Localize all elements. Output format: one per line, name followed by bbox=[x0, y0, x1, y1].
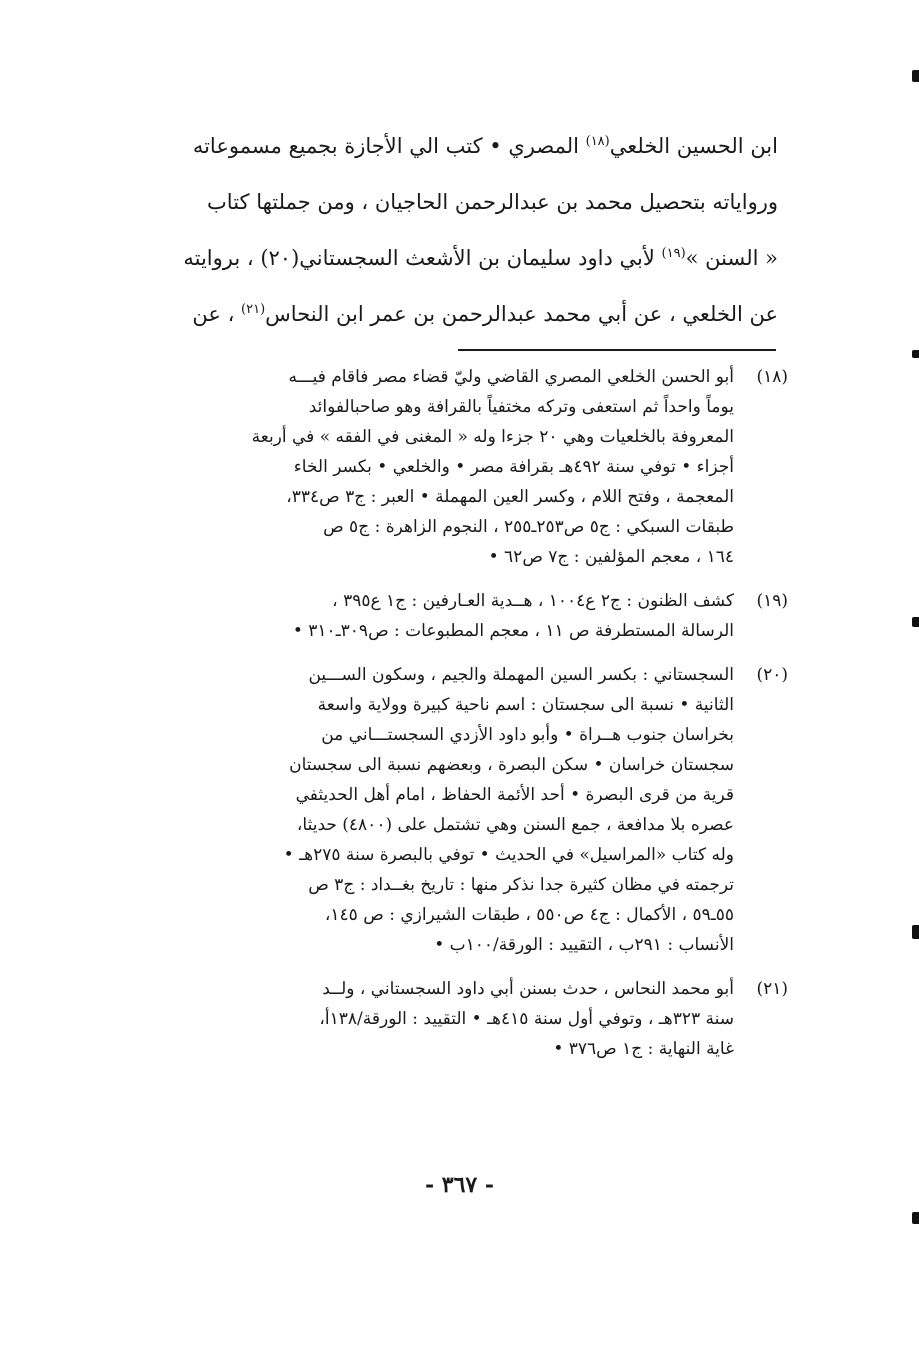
footnote-line: المعروفة بالخلعيات وهي ٢٠ جزءا وله « المغنى في الفقه » في أربعة bbox=[251, 427, 734, 447]
main-text-block bbox=[128, 124, 778, 348]
main-text-line bbox=[128, 236, 778, 292]
footnote-line: السجستاني : بكسر السين المهملة والجيم ، وسكون الســـين bbox=[308, 665, 734, 685]
footnote-line: ترجمته في مظان كثيرة جدا نذكر منها : تاريخ بغــداد : ج٣ ص bbox=[308, 875, 734, 895]
footnote-ref: (٢١) bbox=[241, 302, 266, 317]
footnote-line: وله كتاب «المراسيل» في الحديث • توفي بالبصرة سنة ٢٧٥هـ • bbox=[283, 845, 734, 865]
line-text: المصري • كتب الي الأجازة بجميع مسموعاته bbox=[192, 134, 586, 158]
footnote-body bbox=[128, 660, 734, 960]
footnote-line: يوماً واحداً ثم استعفى وتركه مختفياً بالقرافة وهو صاحبالفوائد bbox=[308, 397, 734, 417]
footnote-line: قرية من قرى البصرة • أحد الأئمة الحفاظ ، امام أهل الحديثفي bbox=[295, 785, 734, 805]
footnote-line: الرسالة المستطرفة ص ١١ ، معجم المطبوعات : ص٣٠٩ـ٣١٠ • bbox=[292, 621, 734, 641]
line-text: « السنن » bbox=[685, 246, 778, 270]
main-text-line bbox=[128, 124, 778, 180]
line-text: ورواياته بتحصيل محمد بن عبدالرحمن الحاجيان ، ومن جملتها كتاب bbox=[207, 190, 778, 214]
footnote-body bbox=[128, 586, 734, 646]
footnote-line: أبو محمد النحاس ، حدث بسنن أبي داود السجستاني ، ولــد bbox=[322, 979, 734, 999]
footnote-line: سنة ٣٢٣هـ ، وتوفي أول سنة ٤١٥هـ • التقييد : الورقة/١٣٨أ، bbox=[319, 1009, 734, 1029]
footnote-19 bbox=[128, 586, 788, 646]
footnote-line: ٥٥ـ٥٩ ، الأكمال : ج٤ ص٥٥٠ ، طبقات الشيرازي : ص ١٤٥، bbox=[324, 905, 734, 925]
footnote-21 bbox=[128, 974, 788, 1064]
footnote-line: كشف الظنون : ج٢ ع١٠٠٤ ، هــدية العـارفين : ج١ ع٣٩٥ ، bbox=[332, 591, 734, 611]
scan-edge-mark bbox=[912, 70, 919, 82]
line-text: ابن الحسين الخلعي bbox=[609, 134, 778, 158]
main-text-line bbox=[128, 292, 778, 348]
footnote-line: بخراسان جنوب هــراة • وأبو داود الأزدي السجستـــاني من bbox=[321, 725, 734, 745]
footnote-line: الأنساب : ٢٩١ب ، التقييد : الورقة/١٠٠ب • bbox=[434, 935, 734, 955]
footnote-line: أجزاء • توفي سنة ٤٩٢هـ بقرافة مصر • والخلعي • بكسر الخاء bbox=[293, 457, 734, 477]
scan-edge-mark bbox=[912, 925, 919, 939]
footnote-ref: (١٩) bbox=[661, 246, 686, 261]
line-text: عن الخلعي ، عن أبي محمد عبدالرحمن بن عمر ابن النحاس bbox=[265, 302, 778, 326]
page-number: - ٣٦٧ - bbox=[424, 1172, 495, 1198]
line-text: ، عن bbox=[192, 302, 242, 326]
footnote-line: طبقات السبكي : ج٥ ص٢٥٣ـ٢٥٥ ، النجوم الزاهرة : ج٥ ص bbox=[323, 517, 734, 537]
scan-edge-mark bbox=[912, 617, 919, 627]
main-text-line bbox=[128, 180, 778, 236]
footnote-line: ١٦٤ ، معجم المؤلفين : ج٧ ص٦٢ • bbox=[488, 547, 734, 567]
footnote-line: عصره بلا مدافعة ، جمع السنن وهي تشتمل على (٤٨٠٠) حديثا، bbox=[296, 815, 734, 835]
footnote-line: أبو الحسن الخلعي المصري القاضي وليّ قضاء مصر فاقام فيـــه bbox=[288, 367, 734, 387]
line-text: لأبي داود سليمان بن الأشعث السجستاني(٢٠) ، بروايته bbox=[183, 246, 662, 270]
footnote-ref: (١٨) bbox=[585, 134, 610, 149]
footnotes bbox=[128, 362, 788, 1078]
scan-edge-mark bbox=[912, 1212, 919, 1224]
footnote-line: الثانية • نسبة الى سجستان : اسم ناحية كبيرة وولاية واسعة bbox=[317, 695, 734, 715]
footnote-18 bbox=[128, 362, 788, 572]
footnote-number: (٢١) bbox=[756, 979, 788, 999]
footnote-body bbox=[128, 974, 734, 1064]
footnote-number: (١٨) bbox=[756, 367, 788, 387]
footnote-20 bbox=[128, 660, 788, 960]
footnote-number: (٢٠) bbox=[756, 665, 788, 685]
footnote-line: المعجمة ، وفتح اللام ، وكسر العين المهملة • العبر : ج٣ ص٣٣٤، bbox=[286, 487, 734, 507]
scan-edge-mark bbox=[912, 350, 919, 358]
footnote-number: (١٩) bbox=[756, 591, 788, 611]
footnote-body bbox=[128, 362, 734, 572]
footnote-line: غاية النهاية : ج١ ص٣٧٦ • bbox=[553, 1039, 734, 1059]
footnote-separator bbox=[458, 349, 776, 351]
footnote-line: سجستان خراسان • سكن البصرة ، وبعضهم نسبة الى سجستان bbox=[289, 755, 734, 775]
